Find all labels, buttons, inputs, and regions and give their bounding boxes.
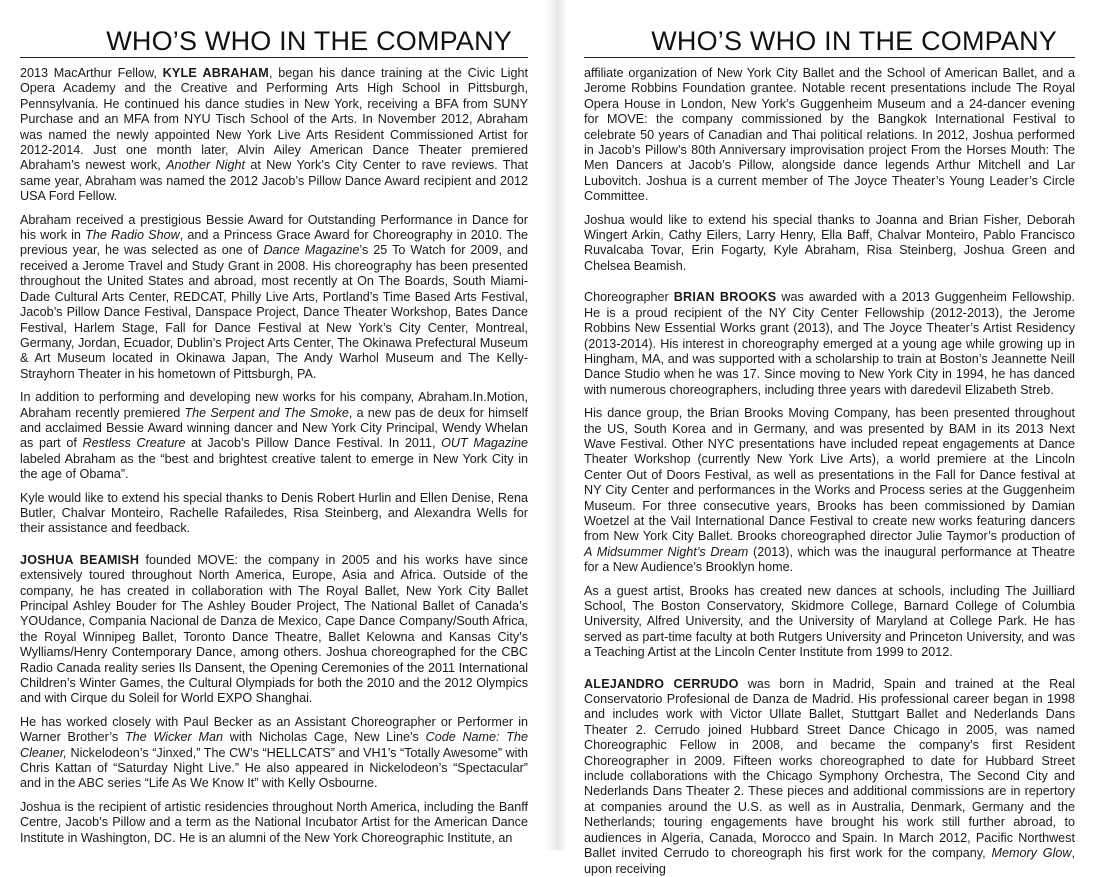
work-title: Another Night	[166, 158, 245, 173]
publication-title: OUT Magazine	[441, 436, 528, 451]
left-page-body	[20, 66, 528, 846]
joshua-beamish-bio-paragraph-1: JOSHUA BEAMISH founded MOVE: the company in 2005 and his works have since extensively toured throughout North America, Europe, Asia and Africa. Outside of the company, he has created in collaboration with The Royal Ballet, New York City Ballet Principal Ashley Bouder for The Ashley Bouder Project, The National Ballet of Canada’s YOUdance, Compania Nacional de Danza de Mexico, Cape Dance Company/South Africa, the Royal Winnipeg Ballet, Toronto Dance Theatre, Ballet Kelowna and Kansas City’s Wylliams/Henry Contemporary Dance, among others. Joshua choreographed for the CBC Radio Canada reality series Ils Dansent, the Opening Ceremonies of the 2011 International Children’s Winter Games, the Cultural Olympiads for both the 2010 and the 2012 Olympics and with Cirque du Soleil for World EXPO Shanghai.	[20, 552, 528, 706]
work-title: A Midsummer Night’s Dream	[584, 544, 749, 559]
brian-brooks-bio-paragraph-3: As a guest artist, Brooks has created new dances at schools, including The Juilliard School, The Boston Conservatory, Skidmore College, Barnard College of Columbia University, Alfred University, and the University of Maryland at College Park. He has served as part-time faculty at both Rutgers University and Princeton University, and was a Teaching Artist at the Lincoln Center Institute from 1999 to 2012.	[584, 583, 1075, 660]
kyle-abraham-name: KYLE ABRAHAM	[162, 66, 269, 80]
kyle-abraham-bio-paragraph-2: Abraham received a prestigious Bessie Award for Outstanding Performance in Dance for his work in The Radio Show, and a Princess Grace Award for Choreography in 2010. The previous year, he was selected as one of Dance Magazine’s 25 To Watch for 2009, and received a Jerome Travel and Study Grant in 2008. His choreography has been presented throughout the United States and abroad, most recently at On The Boards, South Miami-Dade Cultural Arts Center, REDCAT, Philly Live Arts, Portland’s Time Based Arts Festival, Jacob’s Pillow Dance Festival, Danspace Project, Dance Theater Workshop, Bates Dance Festival, Harlem Stage, Fall for Dance Festival at New York’s City Center, Montreal, Germany, Jordan, Ecuador, Dublin’s Project Arts Center, The Okinawa Prefectural Museum & Art Museum located in Okinawa Japan, The Andy Warhol Museum and The Kelly-Strayhorn Theater in his hometown of Pittsburgh, PA.	[20, 212, 528, 381]
kyle-abraham-bio-paragraph-1: 2013 MacArthur Fellow, KYLE ABRAHAM, began his dance training at the Civic Light Opera Academy and the Creative and Performing Arts High School in Pittsburgh, Pennsylvania. He continued his dance studies in New York, receiving a BFA from SUNY Purchase and an MFA from NYU Tisch School of the Arts. In November 2012, Abraham was named the newly appointed New York Live Arts Resident Commissioned Artist for 2012-2014. Just one month later, Alvin Ailey American Dance Theater premiered Abraham’s newest work, Another Night at New York’s City Center to rave reviews. That same year, Abraham was named the 2012 Jacob’s Pillow Dance Award recipient and 2012 USA Ford Fellow.	[20, 66, 529, 204]
joshua-beamish-bio-paragraph-2: He has worked closely with Paul Becker as an Assistant Choreographer or Performer in Warner Brother’s The Wicker Man with Nicholas Cage, New Line’s Code Name: The Cleaner, Nickelodeon’s “Jinxed,” The CW’s “HELLCATS” and VH1’s “Totally Awesome” with Chris Kattan of “Saturday Night Live.” He also appeared in Nickelodeon’s “Spectacular” and in the ABC series “Life As We Know It” with Kelly Osbourne.	[20, 714, 528, 791]
alejandro-cerrudo-name: ALEJANDRO CERRUDO	[584, 676, 739, 691]
work-title: The Serpent and The Smoke	[184, 405, 349, 420]
kyle-abraham-thanks: Kyle would like to extend his special thanks to Denis Robert Hurlin and Ellen Denise, Rena Butler, Chalvar Monteiro, Rachelle Rafailedes, Risa Steinberg, and Alexandra Wells for their assistance and feedback.	[20, 490, 528, 536]
joshua-beamish-bio-continued: affiliate organization of New York City Ballet and the School of American Ballet, and a Jerome Robbins Foundation grantee. Notable recent presentations include The Royal Opera House in London, New York’s Guggenheim Museum and a 24-dancer evening for MOVE: the company commissioned by the Bangkok International Festival to celebrate 50 years of Canadian and Thai political relations. In 2012, Joshua performed in Jacob’s Pillow’s 80th Anniversary improvisation project From the Horses Mouth: The Men Dancers at Jacob’s Pillow, alongside dance legends Arthur Mitchell and Lar Lubovitch. Joshua is a current member of The Joyce Theater’s Young Leader’s Circle Committee.	[584, 66, 1075, 204]
work-title: Memory Glow	[991, 846, 1072, 861]
alejandro-cerrudo-bio-paragraph-1: ALEJANDRO CERRUDO was born in Madrid, Spain and trained at the Real Conservatorio Profesional de Danza de Madrid. His professional career began in 1998 and includes work with Victor Ullate Ballet, Stuttgart Ballet and Nederlands Dans Theater 2. Cerrudo joined Hubbard Street Dance Chicago in 2005, was named Choreographic Fellow in 2008, and became the company’s first Resident Choreographer in 2009. Fifteen works choreographed to date for Hubbard Street include collaborations with the Chicago Symphony Orchestra, The Second City and Nederlands Dans Theater 2. These pieces and additional commissions are in repertory at companies around the U.S. as well as in Australia, Denmark, Germany and the Netherlands; touring engagements have brought his work still further abroad, to audiences in Algeria, Canada, Morocco and Spain. In March 2012, Pacific Northwest Ballet invited Cerrudo to choreograph his first work for the company, Memory Glow, upon receiving	[584, 676, 1075, 876]
brian-brooks-bio-paragraph-1: Choreographer BRIAN BROOKS was awarded with a 2013 Guggenheim Fellowship. He is a proud recipient of the NY City Center Fellowship (2012-2013), the Jerome Robbins New Essential Works grant (2013), and The Joyce Theater’s Artist Residency (2013-2014). His interest in choreography emerged at a young age while growing up in Hingham, MA, and was supported with a scholarship to train at Boston’s Jeannette Neill Dance Studio when he was 17. Since moving to New York City in 1994, he has danced with numerous choreographers, including three years with daredevil Elizabeth Streb.	[584, 290, 1075, 397]
brian-brooks-bio-paragraph-2: His dance group, the Brian Brooks Moving Company, has been presented throughout the US, South Korea and in Germany, and was presented by BAM in its 2013 Next Wave Festival. Other NYC presentations have included repeat engagements at Dance Theater Workshop (currently New York Live Arts), a world premiere at the Lincoln Center Out of Doors Festival, as well as presentations in the Fall for Dance festival at NY City Center and performances in the Works and Process series at the Guggenheim Museum. For three consecutive years, Brooks has been commissioned by Damian Woetzel at the Vail International Dance Festival to create new works featuring dancers from New York City Ballet. Brooks choreographed director Julie Taymor’s production of A Midsummer Night’s Dream (2013), which was the inaugural performance at Theatre for a New Audience’s Brooklyn home.	[584, 406, 1075, 575]
joshua-beamish-name: JOSHUA BEAMISH	[20, 552, 140, 567]
page-gutter	[545, 0, 567, 850]
kyle-abraham-bio-paragraph-3: In addition to performing and developing new works for his company, Abraham.In.Motion, Abraham recently premiered The Serpent and The Smoke, a new pas de deux for himself and acclaimed Bessie Award winning dancer and New York City Principal, Wendy Whelan as part of Restless Creature at Jacob’s Pillow Dance Festival. In 2011, OUT Magazine labeled Abraham as the “best and brightest creative talent to emerge in New York City in the age of Obama”.	[20, 390, 529, 482]
left-page	[0, 0, 547, 850]
work-title: The Wicker Man	[124, 730, 223, 745]
work-title: Restless Creature	[82, 436, 186, 451]
work-title: The Radio Show	[85, 228, 180, 243]
right-page	[565, 0, 1094, 876]
publication-title: Dance Magazine	[263, 243, 360, 258]
joshua-beamish-thanks: Joshua would like to extend his special thanks to Joanna and Brian Fisher, Deborah Wingert Arkin, Cathy Eilers, Larry Henry, Ella Baff, Chalvar Monteiro, Pablo Francisco Ruvalcaba Tovar, Erin Fogarty, Kyle Abraham, Risa Steinberg, Joshua Green and Chelsea Beamish.	[584, 212, 1075, 273]
left-page-title: WHO’S WHO IN THE COMPANY	[20, 0, 528, 58]
work-title: Code Name: The Cleaner,	[20, 730, 528, 760]
right-page-body	[584, 66, 1075, 877]
right-page-title: WHO’S WHO IN THE COMPANY	[584, 0, 1075, 58]
brian-brooks-name: BRIAN BROOKS	[673, 290, 777, 305]
joshua-beamish-bio-paragraph-3: Joshua is the recipient of artistic residencies throughout North America, including the Banff Centre, Jacob’s Pillow and a term as the National Incubator Artist for the American Dance Institute in Washington, DC. He is an alumni of the New York Choreographic Institute, an	[20, 799, 528, 845]
